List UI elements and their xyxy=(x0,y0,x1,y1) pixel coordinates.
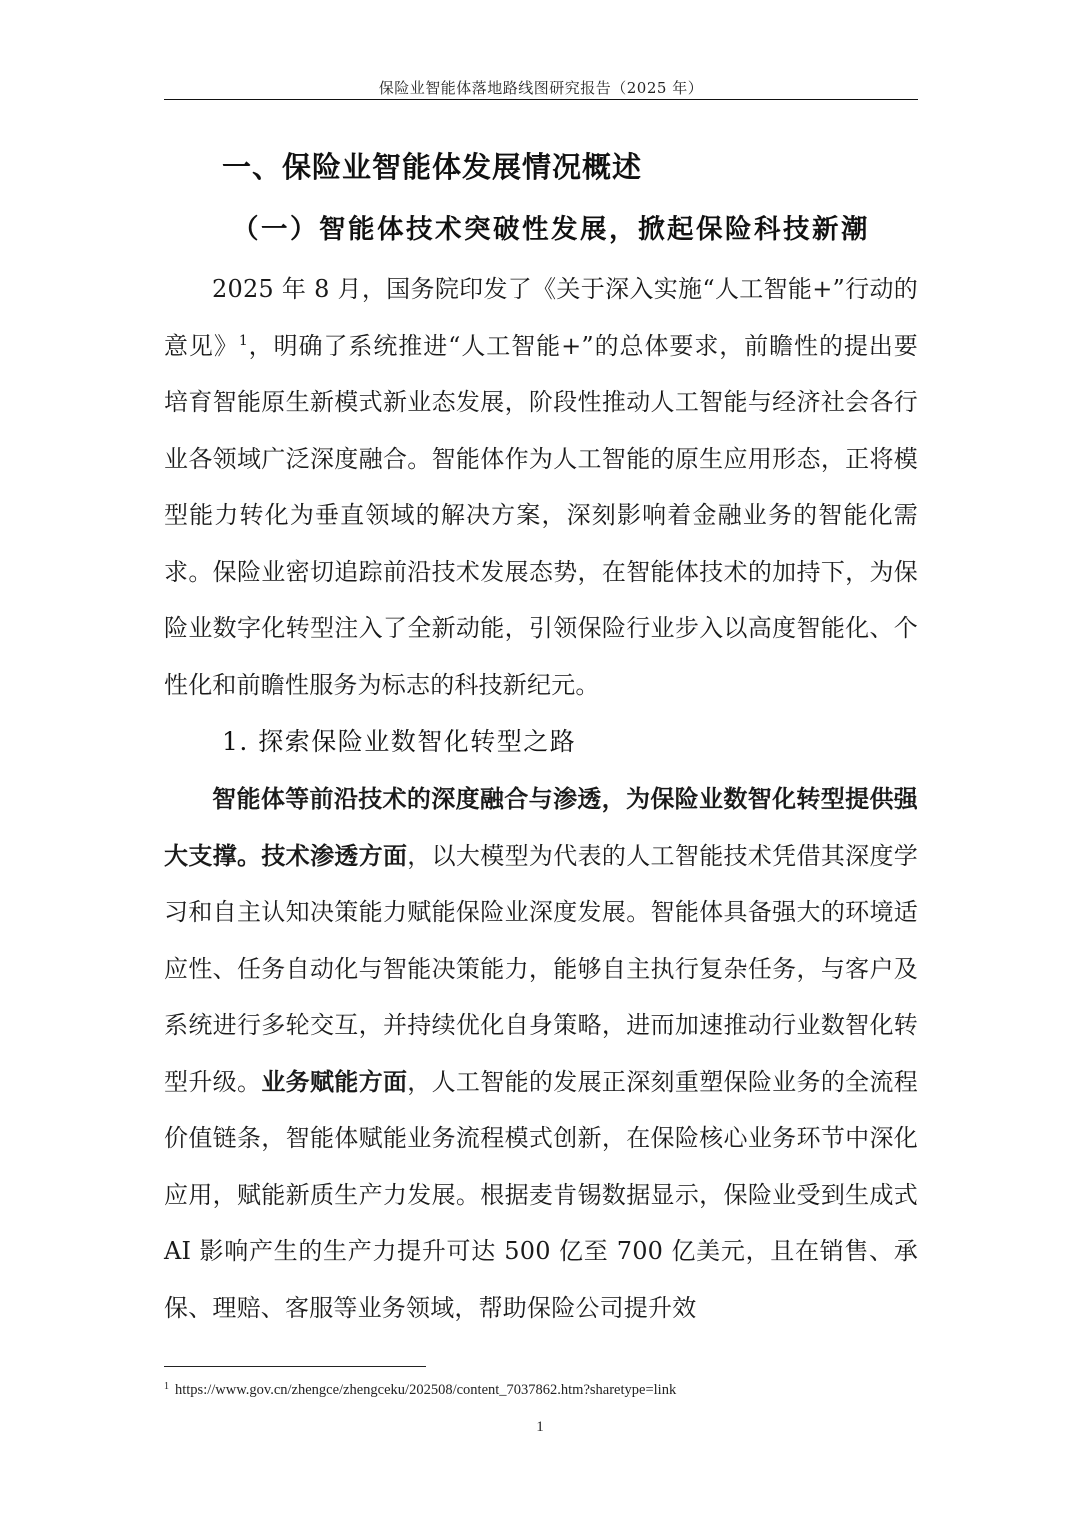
footnote-reference[interactable]: 1 xyxy=(238,332,248,349)
paragraph-intro xyxy=(164,261,918,713)
footnote xyxy=(164,1381,676,1399)
paragraph-intro-text-b: ，明确了系统推进“人工智能+”的总体要求，前瞻性的提出要培育智能原生新模式新业态发展，阶段性推动人工智能与经济社会各行业各领域广泛深度融合。智能体作为人工智能的原生应用形态，正将模型能力转化为垂直领域的解决方案，深刻影响着金融业务的智能化需求。保险业密切追踪前沿技术发展态势，在智能体技术的加持下，为保险业数字化转型注入了全新动能，引领保险行业步入以高度智能化、个性化和前瞻性服务为标志的科技新纪元。 xyxy=(164,331,918,699)
paragraph-intro-text-a: 2025 年 8 月，国务院印发了《关于深入实施“人工智能+”行动的意见》 xyxy=(164,275,918,360)
paragraph-transformation xyxy=(164,771,918,1336)
tech-text: ，以大模型为代表的人工智能技术凭借其深度学习和自主认知决策能力赋能保险业深度发展。智能体具备强大的环境适应性、任务自动化与智能决策能力，能够自主执行复杂任务，与客户及系统进行多轮交互，并持续优化自身策略，进而加速推动行业数智化转型升级。 xyxy=(164,841,919,1096)
biz-text: ，人工智能的发展正深刻重塑保险业务的全流程价值链条，智能体赋能业务流程模式创新，在保险核心业务环节中深化应用，赋能新质生产力发展。根据麦肯锡数据显示，保险业受到生成式 AI 影响产生的生产力提升可达 500 亿至 700 亿美元，且在销售、承保、理赔、客服等业务领域，帮助保险公司提升效 xyxy=(164,1067,919,1322)
section-heading: 一、保险业智能体发展情况概述 xyxy=(222,150,643,184)
footnote-mark: 1 xyxy=(164,1381,169,1392)
footnote-link[interactable]: https://www.gov.cn/zhengce/zhengceku/202508/content_7037862.htm?sharetype=link xyxy=(175,1382,677,1398)
bold-tech-label: 技术渗透方面 xyxy=(261,841,408,870)
footnote-divider xyxy=(164,1366,426,1367)
header-divider xyxy=(164,99,918,100)
page-number: 1 xyxy=(536,1419,544,1435)
subsection-heading: （一）智能体技术突破性发展，掀起保险科技新潮 xyxy=(232,214,870,245)
subsubsection-heading: 1. 探索保险业数智化转型之路 xyxy=(222,727,577,756)
bold-lead-sentence: 智能体等前沿技术的深度融合与渗透，为保险业数智化转型提供强大支撑。 xyxy=(164,785,918,870)
bold-biz-label: 业务赋能方面 xyxy=(261,1067,408,1096)
running-header: 保险业智能体落地路线图研究报告（2025 年） xyxy=(378,79,704,97)
